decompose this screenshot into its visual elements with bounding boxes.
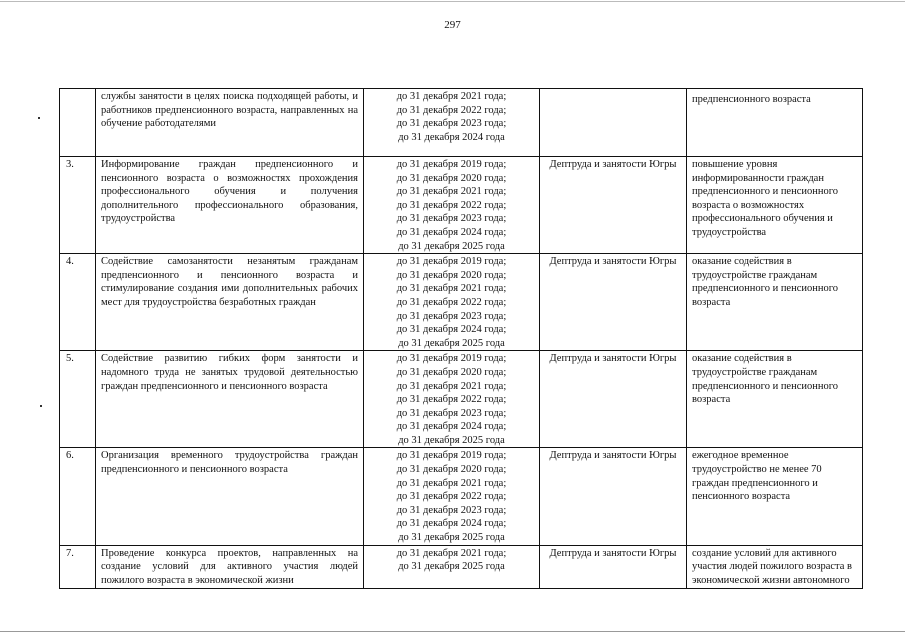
deadline-item: до 31 декабря 2019 года;	[396, 256, 507, 268]
deadline-item: до 31 декабря 2025 года	[398, 337, 505, 349]
responsible-executor: Дептруда и занятости Югры	[540, 545, 687, 588]
deadline-item: до 31 декабря 2019 года;	[396, 159, 507, 170]
expected-result: ежегодное временное трудоустройство не менее 70 граждан предпенсионного и пенсионного возраста	[687, 448, 863, 545]
responsible-executor: Дептруда и занятости Югры	[540, 157, 687, 254]
expected-result: создание условий для активного участия людей пожилого возраста в экономической жизни автономного	[687, 545, 863, 588]
deadline-list	[364, 545, 540, 588]
deadline-item: до 31 декабря 2023 года;	[396, 310, 507, 322]
responsible-executor	[540, 89, 687, 157]
deadline-item: до 31 декабря 2021 года;	[396, 283, 507, 295]
deadline-item: до 31 декабря 2023 года;	[396, 118, 507, 130]
responsible-executor: Дептруда и занятости Югры	[540, 448, 687, 545]
deadline-item: до 31 декабря 2024 года;	[396, 421, 507, 433]
row-number	[60, 89, 96, 157]
deadline-item: до 31 декабря 2025 года	[398, 561, 505, 573]
deadline-item: до 31 декабря 2020 года;	[396, 172, 507, 184]
deadline-item: до 31 декабря 2022 года;	[396, 296, 507, 308]
measure-description: Содействие самозанятости незанятым гражданам предпенсионного и пенсионного возраста и стимулирование создания ими дополнительных рабочих мест для трудоустройства безработных граждан	[96, 254, 364, 351]
deadline-item: до 31 декабря 2024 года;	[396, 226, 507, 238]
deadline-item: до 31 декабря 2023 года;	[396, 504, 507, 516]
table-row	[60, 448, 863, 545]
deadline-item: до 31 декабря 2020 года;	[396, 269, 507, 281]
deadline-item: до 31 декабря 2021 года;	[396, 547, 507, 559]
deadline-item: до 31 декабря 2022 года;	[396, 104, 507, 116]
deadline-item: до 31 декабря 2021 года;	[396, 91, 507, 102]
deadline-item: до 31 декабря 2025 года	[398, 434, 505, 446]
table-row	[60, 89, 863, 157]
deadline-item: до 31 декабря 2024 года;	[396, 324, 507, 336]
row-number: 7.	[60, 545, 96, 588]
deadline-item: до 31 декабря 2023 года;	[396, 407, 507, 419]
measure-description: Содействие развитию гибких форм занятости и надомного труда не занятых трудовой деятельностью граждан предпенсионного и пенсионного возраста	[96, 351, 364, 448]
expected-result: оказание содействия в трудоустройстве гражданам предпенсионного и пенсионного возраста	[687, 351, 863, 448]
scan-speck	[40, 405, 42, 407]
scan-bottom-edge	[0, 631, 905, 632]
measures-table	[59, 88, 863, 589]
row-number: 4.	[60, 254, 96, 351]
page-number: 297	[444, 19, 461, 31]
deadline-item: до 31 декабря 2021 года;	[396, 380, 507, 392]
measure-description: Информирование граждан предпенсионного и пенсионного возраста о возможностях прохождения профессионального обучения и получения дополнительного профессионального образования, трудоустройства	[96, 157, 364, 254]
deadline-item: до 31 декабря 2024 года	[398, 131, 505, 143]
deadline-list	[364, 448, 540, 545]
row-number: 5.	[60, 351, 96, 448]
responsible-executor: Дептруда и занятости Югры	[540, 351, 687, 448]
deadline-item: до 31 декабря 2024 года;	[396, 518, 507, 530]
deadline-item: до 31 декабря 2020 года;	[396, 464, 507, 476]
scan-speck	[38, 117, 40, 119]
deadline-item: до 31 декабря 2020 года;	[396, 366, 507, 378]
table-row	[60, 545, 863, 588]
expected-result: повышение уровня информированности граждан предпенсионного и пенсионного возраста о возможностях профессионального обучения и трудоустройства	[687, 157, 863, 254]
deadline-item: до 31 декабря 2025 года	[398, 532, 505, 544]
deadline-item: до 31 декабря 2019 года;	[396, 353, 507, 365]
deadline-item: до 31 декабря 2022 года;	[396, 394, 507, 406]
expected-result: предпенсионного возраста	[687, 89, 863, 157]
deadline-list	[364, 351, 540, 448]
table-row	[60, 157, 863, 254]
deadline-item: до 31 декабря 2019 года;	[396, 450, 507, 462]
scan-top-edge	[0, 1, 905, 2]
row-number: 3.	[60, 157, 96, 254]
expected-result: оказание содействия в трудоустройстве гражданам предпенсионного и пенсионного возраста	[687, 254, 863, 351]
deadline-list	[364, 254, 540, 351]
deadline-item: до 31 декабря 2022 года;	[396, 199, 507, 211]
measure-description: Проведение конкурса проектов, направленных на создание условий для активного участия людей пожилого возраста в экономической жизни	[96, 545, 364, 588]
deadline-item: до 31 декабря 2025 года	[398, 240, 505, 252]
row-number: 6.	[60, 448, 96, 545]
deadline-list	[364, 89, 540, 157]
deadline-item: до 31 декабря 2021 года;	[396, 477, 507, 489]
measure-description: Организация временного трудоустройства граждан предпенсионного и пенсионного возраста	[96, 448, 364, 545]
measure-description: службы занятости в целях поиска подходящей работы, и работников предпенсионного возраста, направленных на обучение работодателями	[96, 89, 364, 157]
deadline-item: до 31 декабря 2021 года;	[396, 186, 507, 198]
table-row	[60, 254, 863, 351]
responsible-executor: Дептруда и занятости Югры	[540, 254, 687, 351]
deadline-item: до 31 декабря 2023 года;	[396, 213, 507, 225]
deadline-list	[364, 157, 540, 254]
table-row	[60, 351, 863, 448]
deadline-item: до 31 декабря 2022 года;	[396, 491, 507, 503]
